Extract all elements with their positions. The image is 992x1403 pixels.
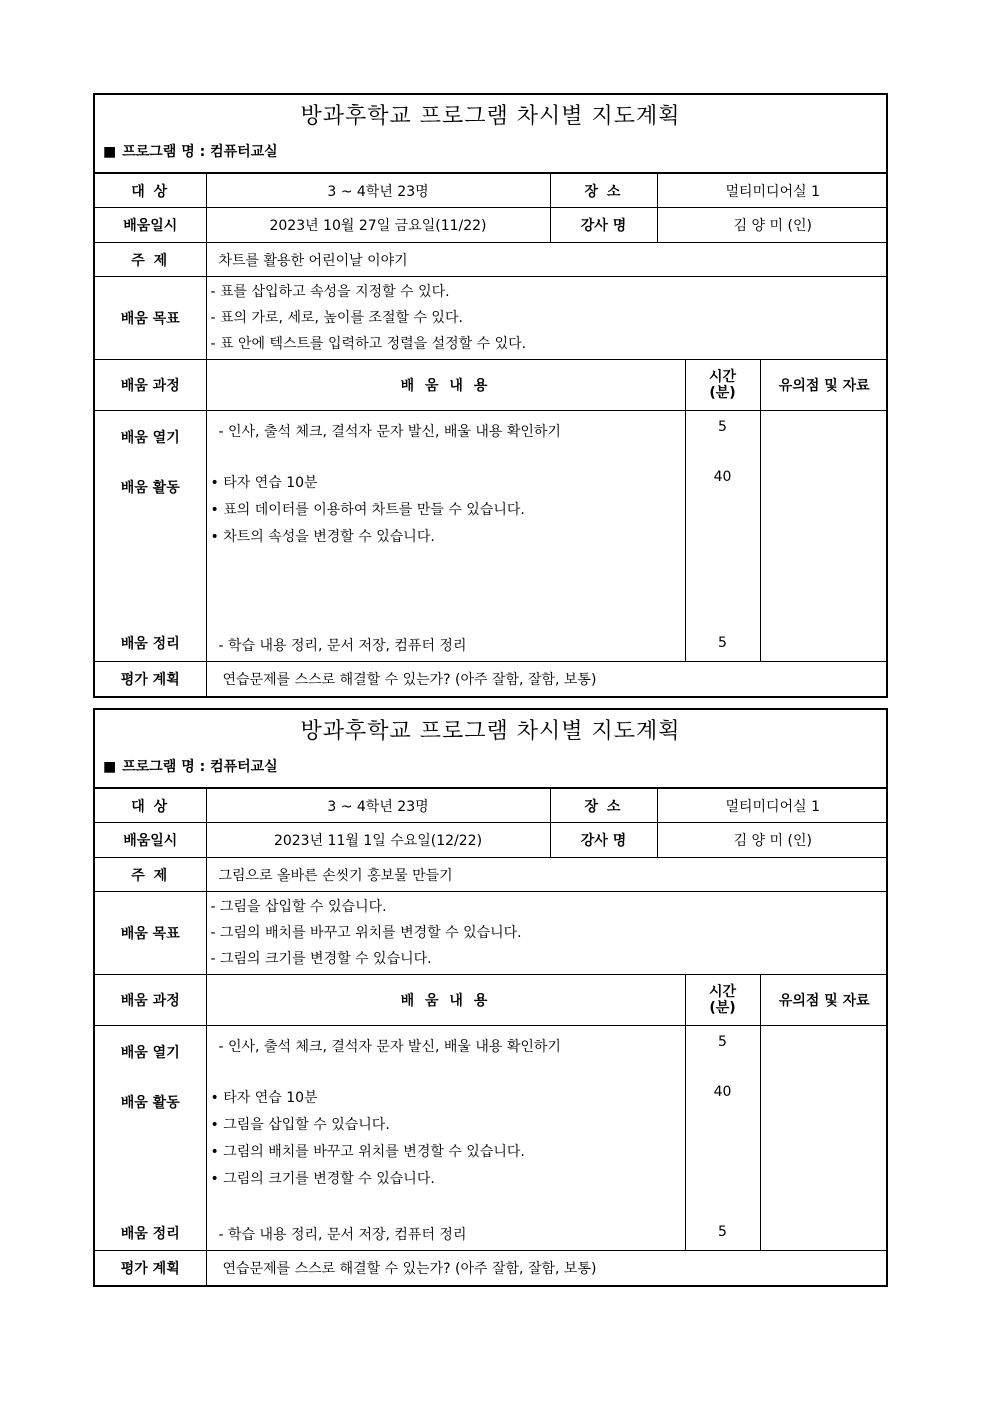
notes-body	[760, 411, 888, 662]
date-label: 배움일시	[95, 823, 206, 858]
square-bullet-icon: ■	[103, 759, 117, 775]
activity-item: • 타자 연습 10분	[210, 1090, 318, 1106]
activity-item: • 그림을 삽입할 수 있습니다.	[210, 1117, 390, 1133]
topic-value: 그림으로 올바른 손씻기 홍보물 만들기	[206, 858, 888, 892]
target-label: 대 상	[95, 174, 206, 208]
open-label: 배움 열기	[120, 430, 180, 446]
program-name: 프로그램 명 : 컴퓨터교실	[122, 759, 278, 775]
activity-label: 배움 활동	[120, 480, 180, 496]
activity-item: • 그림의 크기를 변경할 수 있습니다.	[210, 1171, 435, 1187]
goal-item: - 표의 가로, 세로, 높이를 조절할 수 있다.	[210, 310, 463, 326]
activity-item: • 타자 연습 10분	[210, 475, 318, 491]
notes-header: 유의점 및 자료	[760, 975, 888, 1026]
content-body	[206, 1026, 685, 1251]
teacher-label: 강사 명	[550, 208, 657, 243]
activity-item: • 차트의 속성을 변경할 수 있습니다.	[210, 529, 435, 545]
open-text: - 인사, 출석 체크, 결석자 문자 발신, 배울 내용 확인하기	[218, 424, 561, 440]
notes-header: 유의점 및 자료	[760, 360, 888, 411]
topic-label: 주 제	[95, 858, 206, 892]
goal-item: - 그림을 삽입할 수 있습니다.	[210, 899, 387, 915]
process-header: 배움 과정	[95, 975, 206, 1026]
time-header-line1: 시간	[708, 984, 737, 1000]
date-label: 배움일시	[95, 208, 206, 243]
close-label: 배움 정리	[120, 1226, 180, 1242]
target-value: 3 ~ 4학년 23명	[206, 789, 550, 823]
time-header-line2: (분)	[709, 385, 736, 401]
close-time: 5	[718, 635, 727, 651]
close-text: - 학습 내용 정리, 문서 저장, 컴퓨터 정리	[218, 1227, 467, 1243]
close-label: 배움 정리	[120, 636, 180, 652]
goals-label: 배움 목표	[95, 277, 206, 360]
time-header	[685, 360, 760, 411]
place-label: 장 소	[550, 789, 657, 823]
topic-value: 차트를 활용한 어린이날 이야기	[206, 243, 888, 277]
activity-list	[211, 1085, 525, 1193]
goals-list	[206, 892, 888, 975]
content-header: 배 움 내 용	[206, 360, 685, 411]
process-header: 배움 과정	[95, 360, 206, 411]
teacher-value: 김 양 미 (인)	[657, 823, 888, 858]
teacher-label: 강사 명	[550, 823, 657, 858]
content-header: 배 움 내 용	[206, 975, 685, 1026]
notes-body	[760, 1026, 888, 1251]
time-header-line2: (분)	[709, 1000, 736, 1016]
goal-item: - 표 안에 텍스트를 입력하고 정렬을 설정할 수 있다.	[210, 336, 527, 352]
open-label: 배움 열기	[120, 1045, 180, 1061]
open-time: 5	[718, 419, 727, 435]
time-header-line1: 시간	[708, 369, 737, 385]
time-body	[685, 411, 760, 662]
lesson-plan-1	[93, 93, 888, 698]
plan-title: 방과후학교 프로그램 차시별 지도계획	[300, 104, 681, 129]
program-name: 프로그램 명 : 컴퓨터교실	[122, 144, 278, 160]
goals-label: 배움 목표	[95, 892, 206, 975]
eval-value: 연습문제를 스스로 해결할 수 있는가? (아주 잘함, 잘함, 보통)	[206, 1251, 888, 1285]
lesson-plan-2	[93, 708, 888, 1287]
plan-table	[95, 788, 888, 1285]
content-body	[206, 411, 685, 662]
eval-label: 평가 계획	[95, 1251, 206, 1285]
activity-time: 40	[713, 1084, 732, 1100]
date-value: 2023년 10월 27일 금요일(11/22)	[206, 208, 550, 243]
activity-time: 40	[713, 469, 732, 485]
place-value: 멀티미디어실 1	[657, 174, 888, 208]
goal-item: - 표를 삽입하고 속성을 지정할 수 있다.	[210, 284, 450, 300]
place-value: 멀티미디어실 1	[657, 789, 888, 823]
process-labels	[95, 1026, 206, 1251]
open-time: 5	[718, 1034, 727, 1050]
eval-label: 평가 계획	[95, 662, 206, 696]
program-name-row	[95, 754, 886, 788]
close-text: - 학습 내용 정리, 문서 저장, 컴퓨터 정리	[218, 638, 467, 654]
goal-item: - 그림의 배치를 바꾸고 위치를 변경할 수 있습니다.	[210, 925, 522, 941]
activity-item: • 그림의 배치를 바꾸고 위치를 변경할 수 있습니다.	[210, 1144, 525, 1160]
eval-value: 연습문제를 스스로 해결할 수 있는가? (아주 잘함, 잘함, 보통)	[206, 662, 888, 696]
plan-table	[95, 173, 888, 696]
time-header	[685, 975, 760, 1026]
target-value: 3 ~ 4학년 23명	[206, 174, 550, 208]
close-time: 5	[718, 1224, 727, 1240]
program-name-row	[95, 139, 886, 173]
activity-item: • 표의 데이터를 이용하여 차트를 만들 수 있습니다.	[210, 502, 525, 518]
activity-label: 배움 활동	[120, 1095, 180, 1111]
process-labels	[95, 411, 206, 662]
target-label: 대 상	[95, 789, 206, 823]
place-label: 장 소	[550, 174, 657, 208]
date-value: 2023년 11월 1일 수요일(12/22)	[206, 823, 550, 858]
open-text: - 인사, 출석 체크, 결석자 문자 발신, 배울 내용 확인하기	[218, 1039, 561, 1055]
square-bullet-icon: ■	[103, 144, 117, 160]
goals-list	[206, 277, 888, 360]
plan-title: 방과후학교 프로그램 차시별 지도계획	[300, 719, 681, 744]
time-body	[685, 1026, 760, 1251]
topic-label: 주 제	[95, 243, 206, 277]
goal-item: - 그림의 크기를 변경할 수 있습니다.	[210, 951, 432, 967]
teacher-value: 김 양 미 (인)	[657, 208, 888, 243]
activity-list	[211, 470, 525, 551]
